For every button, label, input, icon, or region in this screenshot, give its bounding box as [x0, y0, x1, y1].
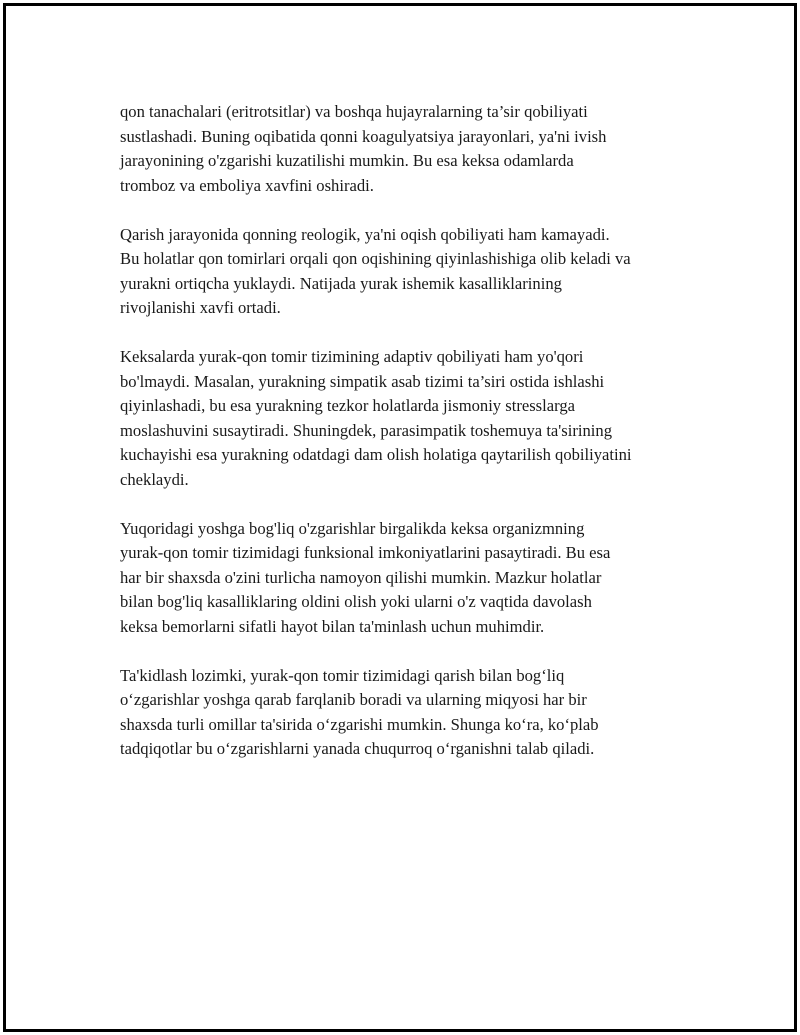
- text-line: rivojlanishi xavfi ortadi.: [120, 298, 281, 317]
- text-line: Bu holatlar qon tomirlari orqali qon oqishining qiyinlashishiga olib keladi va: [120, 249, 631, 268]
- paragraph-2: [120, 223, 710, 321]
- text-line: tromboz va emboliya xavfini oshiradi.: [120, 175, 374, 195]
- text-line: sustlashadi. Buning oqibatida qonni koagulyatsiya jarayonlari, ya'ni ivish: [120, 126, 607, 146]
- text-line: bo'lmaydi. Masalan, yurakning simpatik asab tizimi ta’siri ostida ishlashi: [120, 371, 605, 391]
- text-line: keksa bemorlarni sifatli hayot bilan ta'minlash uchun muhimdir.: [120, 616, 545, 636]
- paragraph-5: [120, 664, 710, 762]
- text-line: qiyinlashadi, bu esa yurakning tezkor holatlarda jismoniy stresslarga: [120, 396, 575, 415]
- text-line: yurakni ortiqcha yuklaydi. Natijada yurak ishemik kasalliklarining: [120, 273, 562, 293]
- text-line: tadqiqotlar bu o‘zgarishlarni yanada chuqurroq o‘rganishni talab qiladi.: [120, 739, 595, 758]
- paragraph-1: [120, 100, 710, 198]
- text-line: Yuqoridagi yoshga bog'liq o'zgarishlar birgalikda keksa organizmning: [120, 518, 585, 538]
- text-line: Qarish jarayonida qonning reologik, ya'ni oqish qobiliyati ham kamayadi.: [120, 224, 610, 244]
- paragraph-3: [120, 345, 710, 492]
- text-line: shaxsda turli omillar ta'sirida o‘zgarishi mumkin. Shunga ko‘ra, ko‘plab: [120, 714, 599, 734]
- text-line: o‘zgarishlar yoshga qarab farqlanib boradi va ularning miqyosi har bir: [120, 690, 587, 709]
- text-line: har bir shaxsda o'zini turlicha namoyon qilishi mumkin. Mazkur holatlar: [120, 567, 602, 587]
- paragraph-4: [120, 517, 710, 640]
- text-line: moslashuvini susaytiradi. Shuningdek, parasimpatik toshemuya ta'sirining: [120, 420, 612, 440]
- text-line: cheklaydi.: [120, 469, 189, 489]
- text-line: jarayonining o'zgarishi kuzatilishi mumkin. Bu esa keksa odamlarda: [120, 151, 574, 170]
- text-line: kuchayishi esa yurakning odatdagi dam olish holatiga qaytarilish qobiliyatini: [120, 445, 632, 464]
- document-body: [120, 100, 710, 786]
- document-page: [3, 3, 797, 1032]
- text-line: Ta'kidlash lozimki, yurak-qon tomir tizimidagi qarish bilan bog‘liq: [120, 665, 565, 685]
- text-line: Keksalarda yurak-qon tomir tizimining adaptiv qobiliyati ham yo'qori: [120, 347, 584, 366]
- text-line: qon tanachalari (eritrotsitlar) va boshqa hujayralarning ta’sir qobiliyati: [120, 102, 588, 121]
- text-line: yurak-qon tomir tizimidagi funksional imkoniyatlarini pasaytiradi. Bu esa: [120, 543, 611, 562]
- text-line: bilan bog'liq kasalliklaring oldini olish yoki ularni o'z vaqtida davolash: [120, 592, 592, 611]
